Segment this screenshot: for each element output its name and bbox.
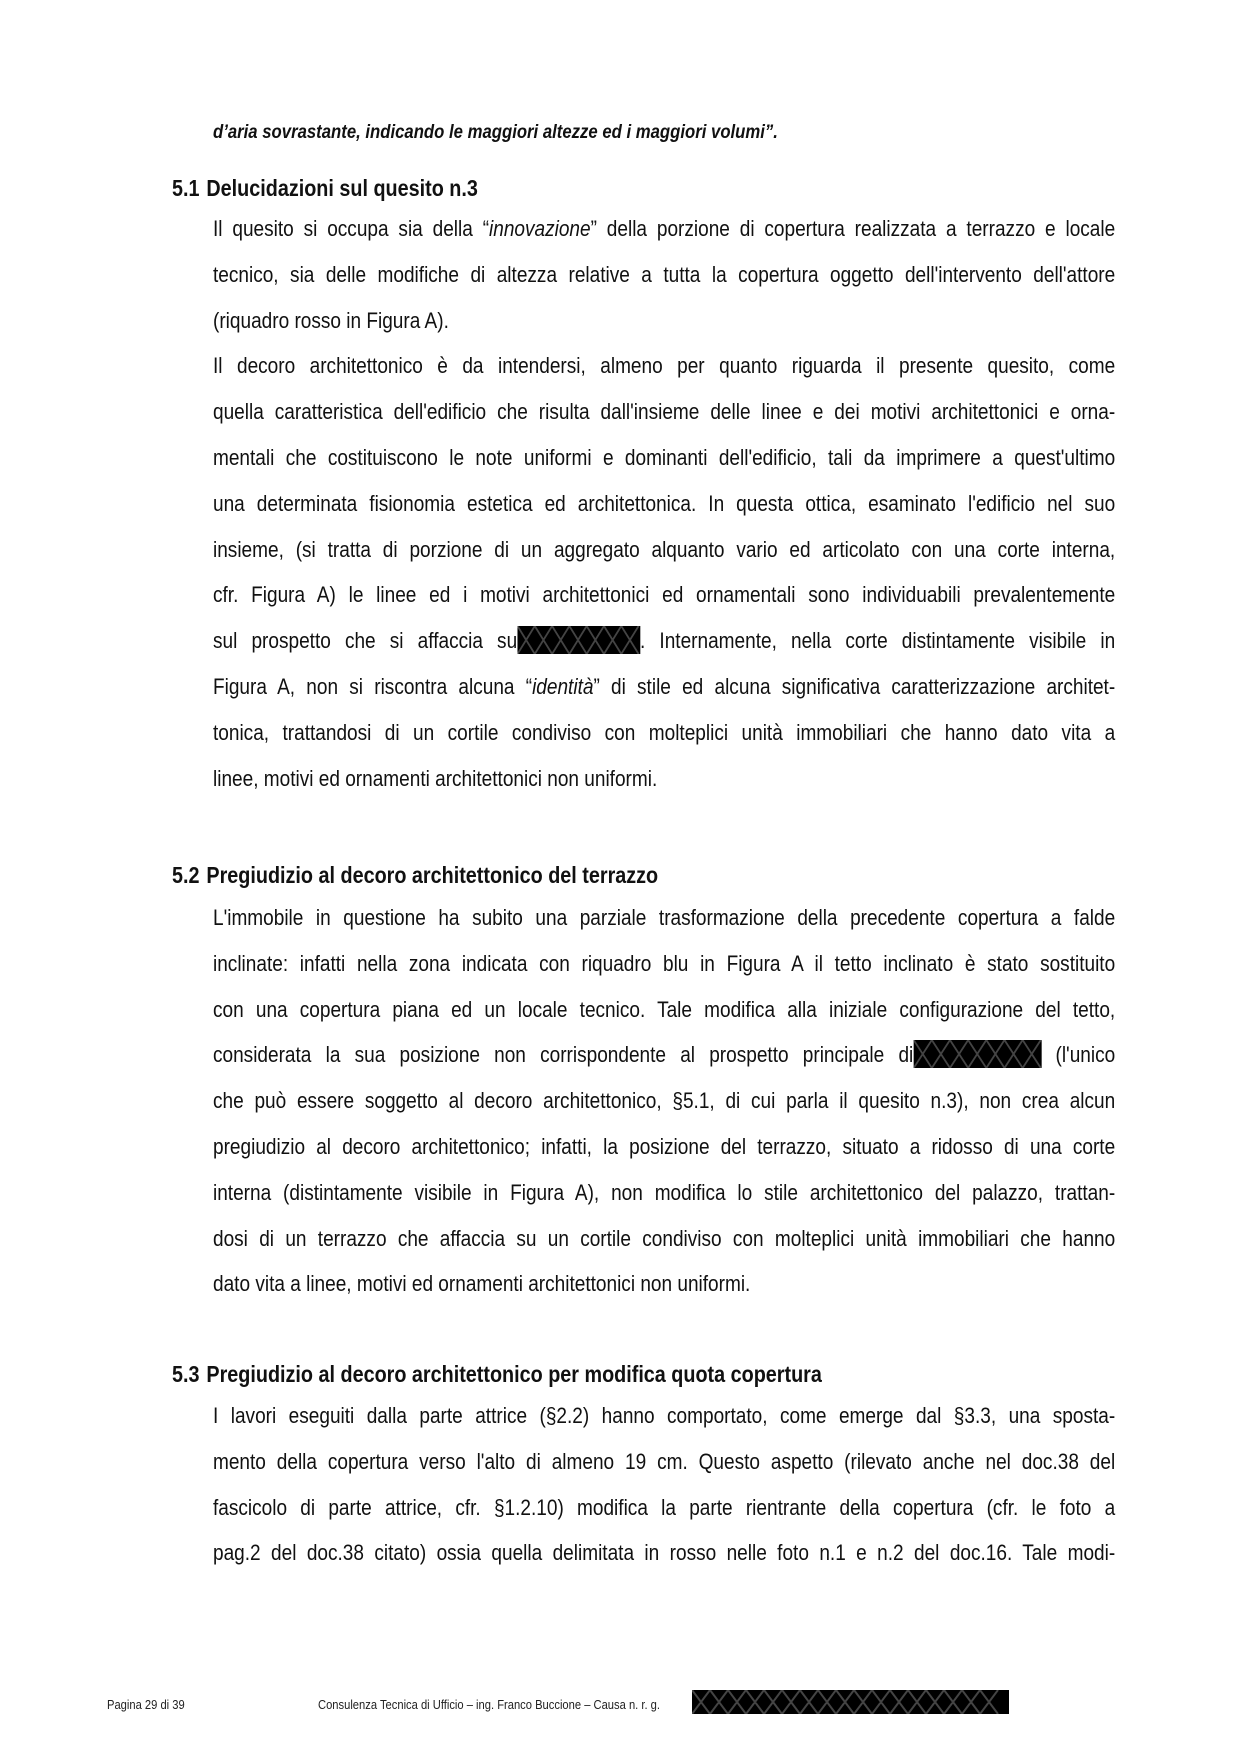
text-line: Il quesito si occupa sia della “innovazione” della porzione di copertura realizzata a terrazzo e locale — [213, 216, 1116, 241]
text-line: fascicolo di parte attrice, cfr. §1.2.10) modifica la parte rientrante della copertura (cfr. le foto a — [213, 1494, 1116, 1520]
section-heading-5-1 — [172, 175, 1032, 202]
text-line: L'immobile in questione ha subito una parziale trasformazione della precedente copertura a falde — [213, 905, 1116, 930]
redaction-block — [517, 626, 640, 654]
text-line: mento della copertura verso l'alto di almeno 19 cm. Questo aspetto (rilevato anche nel doc.38 del — [213, 1448, 1116, 1474]
text-line: tonica, trattandosi di un cortile condiviso con molteplici unità immobiliari che hanno dato vita a — [213, 719, 1116, 745]
footer-redaction-block — [692, 1690, 1009, 1714]
section-body-5-3 — [213, 1401, 1115, 1584]
section-number: 5.2 — [172, 862, 200, 888]
section-body-5-1 — [213, 214, 1115, 809]
text-line: dato vita a linee, motivi ed ornamenti architettonici non uniformi. — [213, 1271, 751, 1297]
section-number: 5.3 — [172, 1361, 200, 1387]
text-line: mentali che costituiscono le note uniformi e dominanti dell'edificio, tali da imprimere a quest'ultimo — [213, 444, 1116, 470]
text-line: insieme, (si tratta di porzione di un aggregato alquanto vario ed articolato con una corte interna, — [213, 536, 1116, 562]
text-fragment: (l'unico — [1041, 1042, 1116, 1068]
section-heading-5-3 — [172, 1361, 1032, 1388]
text-fragment: sul prospetto che si affaccia su — [213, 628, 518, 654]
section-title: Pregiudizio al decoro architettonico per modifica quota copertura — [206, 1361, 822, 1387]
text-line: tecnico, sia delle modifiche di altezza relative a tutta la copertura oggetto dell'intervento dell'attore — [213, 261, 1116, 287]
section-body-5-2 — [213, 903, 1115, 1315]
text-line: con una copertura piana ed un locale tecnico. Tale modifica alla iniziale configurazione del tetto, — [213, 996, 1116, 1022]
footer-document-info: Consulenza Tecnica di Ufficio – ing. Franco Buccione – Causa n. r. g. — [318, 1697, 661, 1712]
text-line: I lavori eseguiti dalla parte attrice (§2.2) hanno comportato, come emerge dal §3.3, una sposta- — [213, 1403, 1116, 1428]
text-line: una determinata fisionomia estetica ed architettonica. In questa ottica, esaminato l'edificio nel suo — [213, 490, 1116, 516]
text-line — [213, 1040, 1115, 1086]
text-line: (riquadro rosso in Figura A). — [213, 307, 449, 333]
section-number: 5.1 — [172, 175, 200, 201]
text-line: dosi di un terrazzo che affaccia su un cortile condiviso con molteplici unità immobiliari che hanno — [213, 1225, 1116, 1251]
text-line: quella caratteristica dell'edificio che risulta dall'insieme delle linee e dei motivi architettonici e orna- — [213, 399, 1116, 425]
text-line: pregiudizio al decoro architettonico; infatti, la posizione del terrazzo, situato a ridosso di una corte — [213, 1133, 1116, 1159]
text-line: Figura A, non si riscontra alcuna “identità” di stile ed alcuna significativa caratterizzazione architet- — [213, 673, 1116, 699]
footer-page-number: Pagina 29 di 39 — [107, 1697, 185, 1712]
intro-quote: d’aria sovrastante, indicando le maggiori altezze ed i maggiori volumi”. — [213, 122, 778, 143]
text-line: che può essere soggetto al decoro architettonico, §5.1, di cui parla il quesito n.3), non crea alcun — [213, 1088, 1116, 1114]
text-line: interna (distintamente visibile in Figura A), non modifica lo stile architettonico del palazzo, trattan- — [213, 1179, 1116, 1205]
text-line: cfr. Figura A) le linee ed i motivi architettonici ed ornamentali sono individuabili prevalentemente — [213, 582, 1116, 608]
text-line: Il decoro architettonico è da intendersi, almeno per quanto riguarda il presente quesito, come — [213, 353, 1116, 379]
text-line — [213, 626, 1115, 672]
text-line: pag.2 del doc.38 citato) ossia quella delimitata in rosso nelle foto n.1 e n.2 del doc.16. Tale modi- — [213, 1540, 1116, 1566]
text-fragment: . Internamente, nella corte distintamente visibile in — [639, 628, 1116, 654]
section-title: Delucidazioni sul quesito n.3 — [206, 175, 478, 201]
text-line: inclinate: infatti nella zona indicata con riquadro blu in Figura A il tetto inclinato è stato sostituito — [213, 950, 1116, 976]
section-title: Pregiudizio al decoro architettonico del terrazzo — [206, 862, 659, 888]
text-line: linee, motivi ed ornamenti architettonici non uniformi. — [213, 765, 658, 791]
redaction-block — [913, 1040, 1041, 1068]
section-heading-5-2 — [172, 862, 1032, 889]
text-fragment: considerata la sua posizione non corrispondente al prospetto principale di — [213, 1042, 914, 1068]
